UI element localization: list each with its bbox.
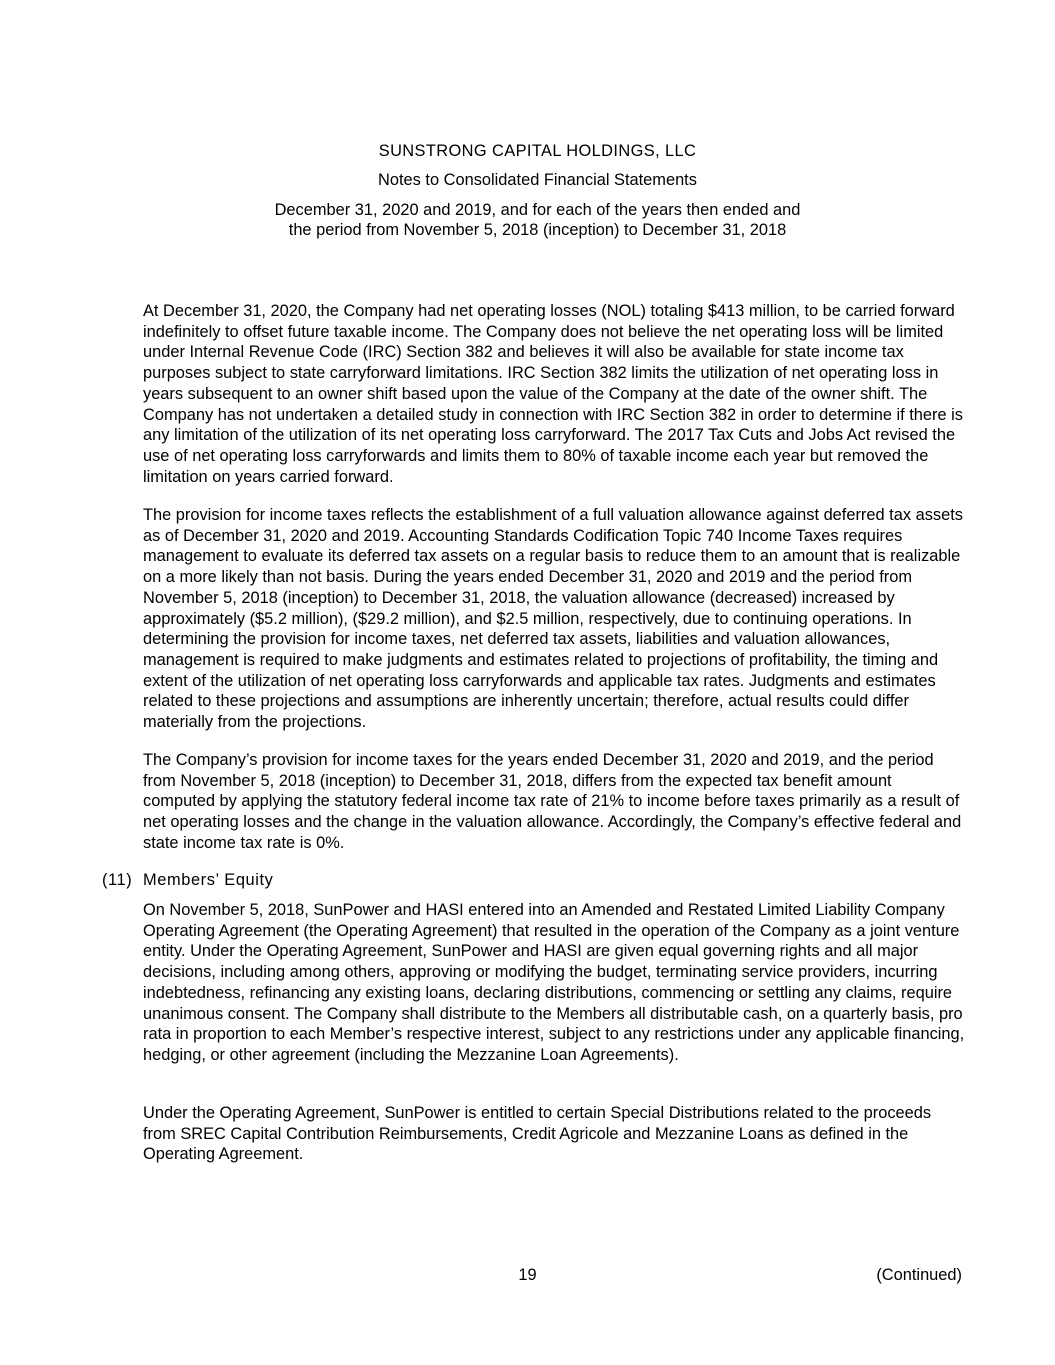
section-title: Members’ Equity xyxy=(143,871,274,889)
period-line-2: the period from November 5, 2018 (inception) to December 31, 2018 xyxy=(288,221,787,239)
period-line-1: December 31, 2020 and 2019, and for each of the years then ended and xyxy=(274,201,801,219)
page-number: 19 xyxy=(518,1266,537,1284)
paragraph-operating-agreement: On November 5, 2018, SunPower and HASI entered into an Amended and Restated Limited Liability Company Operating Agreement (the Operating Agreement) that resulted in the operation of the Company as a joint venture entity. Under the Operating Agreement, SunPower and HASI are given equal governing rights and all major decisions, including among others, approving or modifying the budget, terminating service providers, incurring indebtedness, refinancing any existing loans, declaring distributions, commencing or settling any claims, require unanimous consent. The Company shall distribute to the Members all distributable cash, on a quarterly basis, pro rata in proportion to each Member’s respective interest, subject to any restrictions under any applicable financing, hedging, or other agreement (including the Mezzanine Loan Agreements). xyxy=(143,901,965,1064)
paragraph-special-distributions: Under the Operating Agreement, SunPower is entitled to certain Special Distributions related to the proceeds from SREC Capital Contribution Reimbursements, Credit Agricole and Mezzanine Loans as defined in the Operating Agreement. xyxy=(143,1104,932,1164)
paragraph-tax-rate: The Company’s provision for income taxes for the years ended December 31, 2020 and 2019, and the period from November 5, 2018 (inception) to December 31, 2018, differs from the expected tax benefit amount computed by applying the statutory federal income tax rate of 21% to income before taxes primarily as a result of net operating losses and the change in the valuation allowance. Accordingly, the Company’s effective federal and state income tax rate is 0%. xyxy=(143,751,962,852)
paragraph-nol: At December 31, 2020, the Company had net operating losses (NOL) totaling $413 million, to be carried forward indefinitely to offset future taxable income. The Company does not believe the net operating loss will be limited under Internal Revenue Code (IRC) Section 382 and believes it will also be available for state income tax purposes subject to state carryforward limitations. IRC Section 382 limits the utilization of net operating loss in years subsequent to an owner shift based upon the value of the Company at the date of the owner shift. The Company has not undertaken a detailed study in connection with IRC Section 382 in order to determine if there is any limitation of the utilization of its net operating loss carryforward. The 2017 Tax Cuts and Jobs Act revised the use of net operating loss carryforwards and limits them to 80% of taxable income each year but removed the limitation on years carried forward. xyxy=(143,302,964,486)
section-heading xyxy=(102,870,273,891)
period-description xyxy=(0,200,1055,240)
document-title: Notes to Consolidated Financial Statements xyxy=(378,171,697,189)
paragraph-valuation-allowance: The provision for income taxes reflects the establishment of a full valuation allowance against deferred tax assets as of December 31, 2020 and 2019. Accounting Standards Codification Topic 740 Income Taxes requires management to evaluate its deferred tax assets on a regular basis to reduce them to an amount that is realizable on a more likely than not basis. During the years ended December 31, 2020 and 2019 and the period from November 5, 2018 (inception) to December 31, 2018, the valuation allowance (decreased) increased by approximately ($5.2 million), ($29.2 million), and $2.5 million, respectively, due to continuing operations. In determining the provision for income taxes, net deferred tax assets, liabilities and valuation allowances, management is required to make judgments and estimates related to projections of profitability, the timing and extent of the utilization of net operating loss carryforwards and applicable tax rates. Judgments and estimates related to these projections and assumptions are inherently uncertain; therefore, actual results could differ materially from the projections. xyxy=(143,506,963,732)
section-number: (11) xyxy=(102,871,133,889)
company-name: SUNSTRONG CAPITAL HOLDINGS, LLC xyxy=(378,142,697,160)
continued-label: (Continued) xyxy=(876,1266,962,1284)
